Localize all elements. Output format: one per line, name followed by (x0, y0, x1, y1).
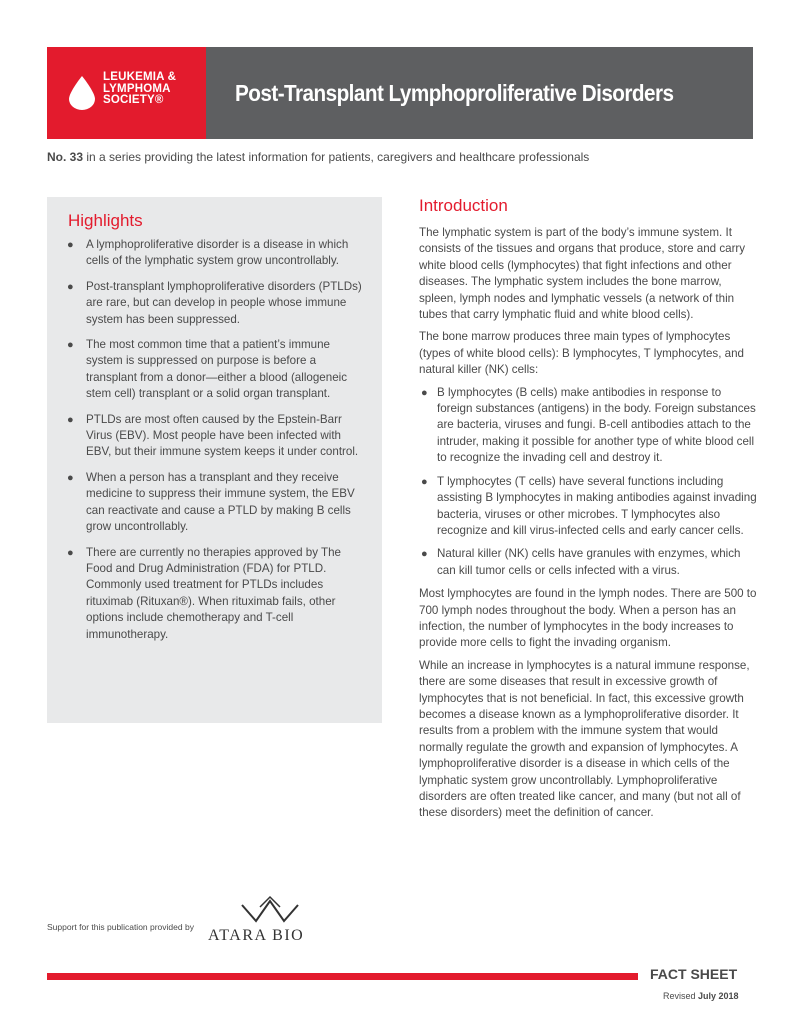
series-text: in a series providing the latest information for patients, caregivers and healthcare professionals (86, 150, 590, 164)
introduction-section (419, 196, 759, 828)
bullet-icon: ● (67, 413, 74, 426)
highlights-title: Highlights (68, 211, 143, 230)
series-line (47, 150, 589, 164)
lymphocyte-text: T lymphocytes (T cells) have several functions including assisting B lymphocytes in making antibodies against invading bacteria, viruses or other microbes. T lymphocytes also recognize and kill virus-infected cells and early cancer cells. (437, 474, 757, 537)
lymphocyte-text: Natural killer (NK) cells have granules with enzymes, which can kill tumor cells or cells infected with a virus. (437, 547, 741, 577)
highlights-list (62, 237, 362, 652)
lls-logo-text (103, 72, 176, 107)
bullet-icon: ● (67, 280, 74, 293)
highlights-box (47, 197, 382, 723)
bullet-icon: ● (421, 475, 428, 488)
fact-sheet-label: FACT SHEET (650, 966, 738, 982)
bullet-icon: ● (67, 546, 74, 559)
highlight-item (62, 412, 362, 461)
bullet-icon: ● (421, 548, 428, 561)
highlight-item (62, 237, 362, 270)
drop-icon (69, 76, 95, 110)
bullet-icon: ● (67, 239, 74, 251)
lymphocyte-item (419, 474, 759, 540)
atara-bio-logo (208, 895, 328, 947)
highlight-item (62, 545, 362, 643)
revised-label: Revised (663, 991, 696, 1001)
lymphocyte-item (419, 546, 759, 579)
intro-paragraph-3: Most lymphocytes are found in the lymph nodes. There are 500 to 700 lymph nodes throughout the body. When a person has an infection, the number of lymphocytes in the body increases to provide more cells to fight the invading organism. (419, 587, 757, 650)
bullet-icon: ● (421, 386, 428, 399)
bullet-icon: ● (67, 339, 74, 352)
highlight-text: The most common time that a patient’s immune system is suppressed on purpose is before a transplant from a donor—either a blood (allogeneic stem cell) transplant or a solid organ transplant. (86, 338, 348, 401)
support-credit: Support for this publication provided by (47, 922, 194, 932)
title-bar (206, 47, 753, 139)
lls-logo-block (47, 47, 206, 139)
intro-paragraph-4: While an increase in lymphocytes is a natural immune response, there are some diseases that result in excessive growth of lymphocytes that is not beneficial. In fact, this excessive growth becomes a disease known as a lymphoproliferative disorder. It results from a problem with the immune system that would normally regulate the growth and expansion of lymphocytes. A lymphoproliferative disorder is a disease in which cells of the lymphatic system grow uncontrollably. Lymphoproliferative disorders are often treated like cancer, and many (but not all of these disorders) meet the definition of cancer. (419, 658, 750, 820)
atara-mountain-icon (240, 895, 300, 925)
highlight-text: Post-transplant lymphoproliferative disorders (PTLDs) are rare, but can develop in people whose immune system has been suppressed. (86, 279, 362, 326)
lymphocyte-item (419, 385, 759, 467)
logo-line-3: SOCIETY® (103, 94, 164, 106)
intro-paragraph-1: The lymphatic system is part of the body’s immune system. It consists of the tissues and organs that produce, store and carry white blood cells (lymphocytes) that fight infections and other diseases. The lymphatic system includes the bone marrow, spleen, lymph nodes and lymphatic vessels (a network of thin tubes that carry lymphatic fluid and white blood cells). (419, 226, 746, 322)
highlight-item (62, 279, 362, 328)
highlight-text: When a person has a transplant and they receive medicine to suppress their immune system, the EBV can reactivate and cause a PTLD by making B cells grow uncontrollably. (86, 470, 355, 534)
bullet-icon: ● (67, 471, 74, 484)
revised-date: July 2018 (698, 991, 739, 1001)
highlight-item (62, 337, 362, 403)
highlight-text: There are currently no therapies approved by The Food and Drug Administration (FDA) for PTLD. Commonly used treatment for PTLDs includes rituximab (Rituxan®). When rituximab fails, other options include chemotherapy and T-cell immunotherapy. (86, 545, 341, 641)
series-number: No. 33 (47, 150, 84, 164)
intro-paragraph-2: The bone marrow produces three main types of lymphocytes (types of white blood cells): B lymphocytes, T lymphocytes, and natural killer (NK) cells: (419, 330, 744, 377)
footer-bar (47, 973, 638, 980)
introduction-title: Introduction (419, 196, 508, 215)
page-title: Post-Transplant Lymphoproliferative Disorders (235, 80, 674, 106)
lymphocyte-text: B lymphocytes (B cells) make antibodies in response to foreign substances (antigens) in the body. Foreign substances are bacteria, viruses and fungi. B-cell antibodies attach to the intruder, making it possible for another type of white blood cell to recognize the invading cell and destroy it. (437, 385, 756, 465)
logo-line-1: LEUKEMIA & (103, 71, 177, 83)
highlight-item (62, 470, 362, 536)
logo-line-2: LYMPHOMA (103, 82, 171, 95)
lymphocyte-types-list (419, 385, 759, 579)
highlight-text: PTLDs are most often caused by the Epstein-Barr Virus (EBV). Most people have been infected with EBV, but their immune system keeps it under control. (86, 412, 359, 459)
highlight-text: A lymphoproliferative disorder is a disease in which cells of the lymphatic system grow uncontrollably. (86, 238, 349, 268)
atara-bio-text: ATARA BIO (208, 927, 305, 944)
revised-line (663, 991, 739, 1001)
